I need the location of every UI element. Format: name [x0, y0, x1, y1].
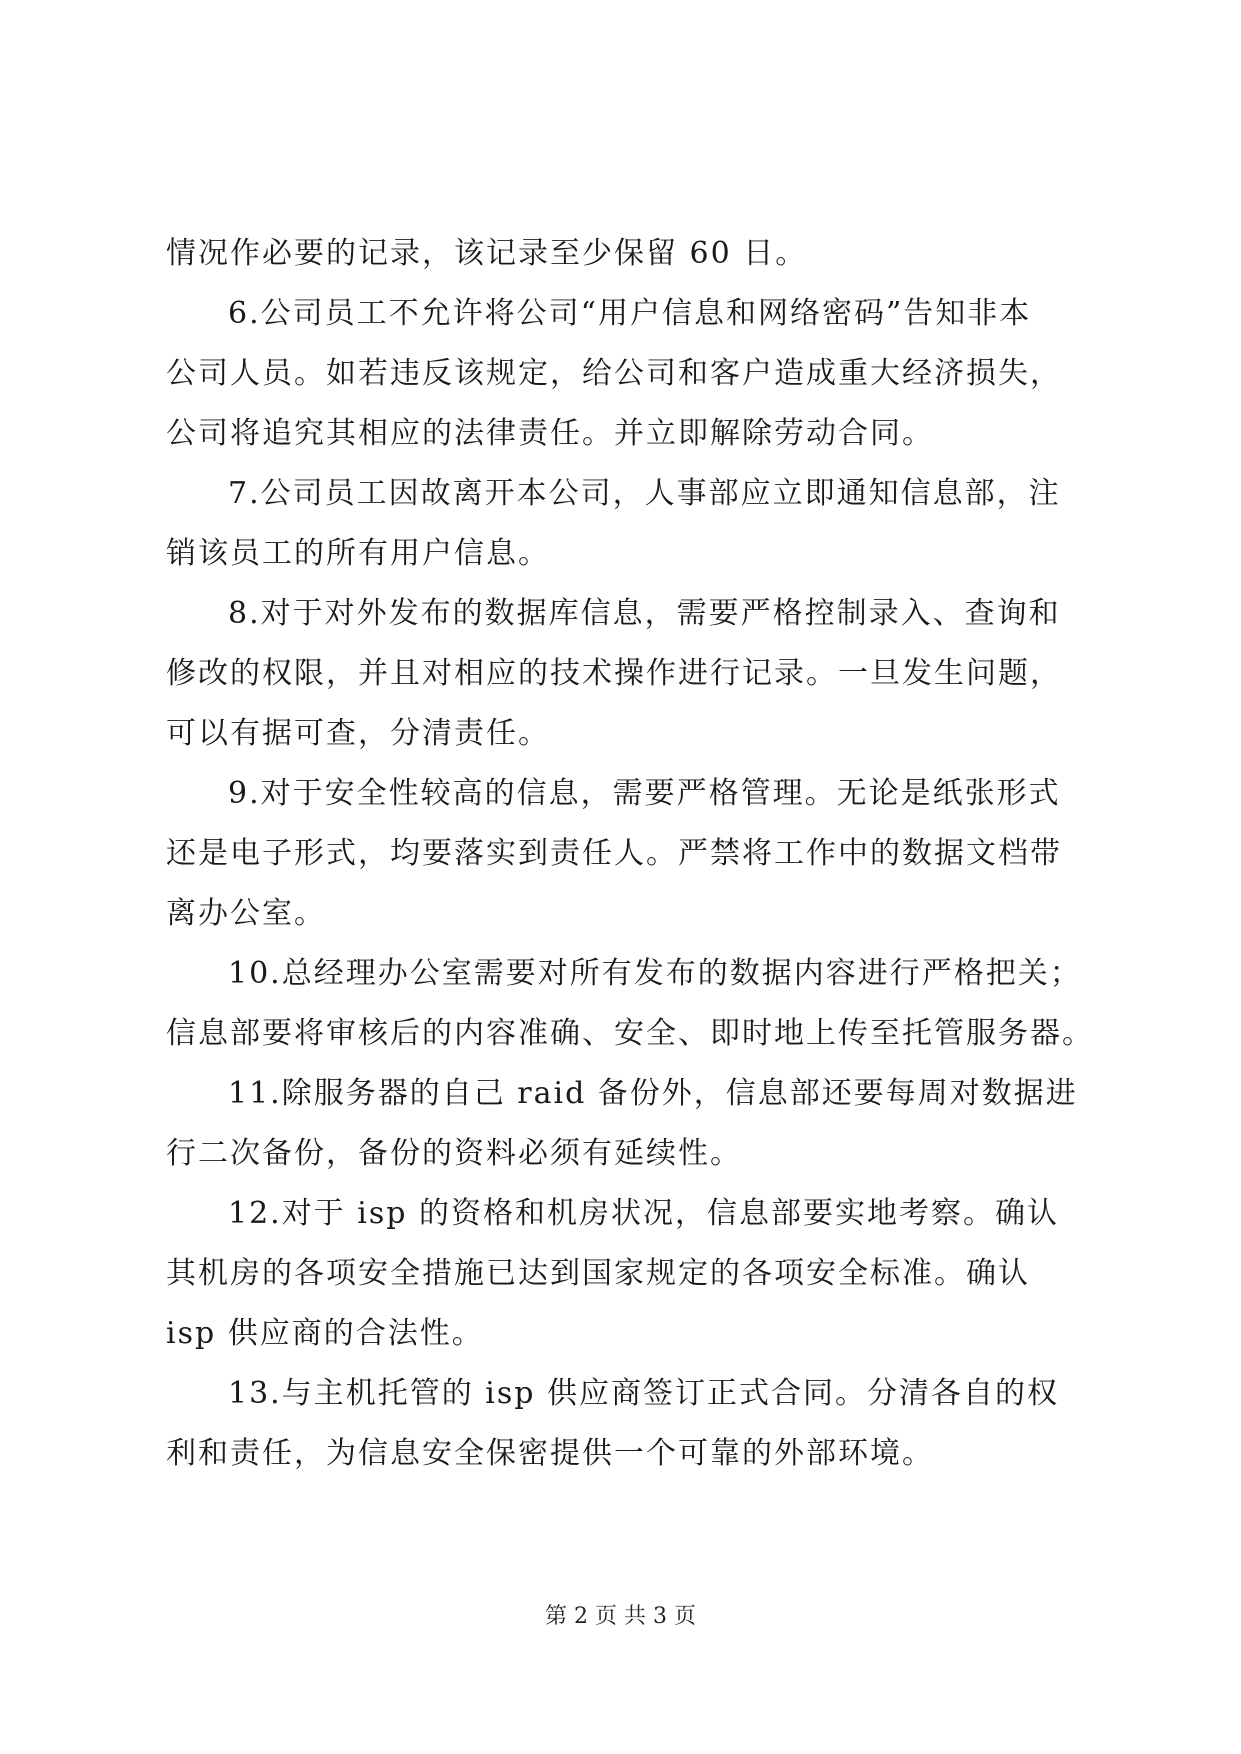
page-number-footer: 第 2 页 共 3 页: [545, 1604, 696, 1629]
text-line: isp 供应商的合法性。: [166, 1316, 484, 1351]
text-line: 行二次备份，备份的资料必须有延续性。: [166, 1136, 742, 1171]
text-line: 销该员工的所有用户信息。: [166, 536, 550, 571]
document-body: [166, 224, 1094, 1484]
text-line: 公司人员。如若违反该规定，给公司和客户造成重大经济损失，: [166, 356, 1062, 391]
text-line: 可以有据可查，分清责任。: [166, 716, 550, 751]
text-line: 12.对于 isp 的资格和机房状况，信息部要实地考察。确认: [228, 1196, 1059, 1231]
text-line: 信息部要将审核后的内容准确、安全、即时地上传至托管服务器。: [166, 1016, 1094, 1051]
text-line: 13.与主机托管的 isp 供应商签订正式合同。分清各自的权: [228, 1376, 1059, 1411]
text-line: 修改的权限，并且对相应的技术操作进行记录。一旦发生问题，: [166, 656, 1062, 691]
text-line: 其机房的各项安全措施已达到国家规定的各项安全标准。确认: [166, 1256, 1030, 1291]
text-line: 11.除服务器的自己 raid 备份外，信息部还要每周对数据进: [228, 1076, 1078, 1111]
text-line: 利和责任，为信息安全保密提供一个可靠的外部环境。: [166, 1436, 934, 1471]
text-line: 公司将追究其相应的法律责任。并立即解除劳动合同。: [166, 416, 934, 451]
text-line: 10.总经理办公室需要对所有发布的数据内容进行严格把关；: [228, 956, 1082, 991]
text-line: 9.对于安全性较高的信息，需要严格管理。无论是纸张形式: [228, 776, 1061, 811]
text-line: 离办公室。: [166, 896, 326, 931]
text-line: 8.对于对外发布的数据库信息，需要严格控制录入、查询和: [228, 596, 1061, 631]
text-line: 还是电子形式，均要落实到责任人。严禁将工作中的数据文档带: [166, 836, 1062, 871]
text-line: 情况作必要的记录，该记录至少保留 60 日。: [166, 236, 808, 271]
text-line: 6.公司员工不允许将公司“用户信息和网络密码”告知非本: [228, 296, 1032, 331]
text-line: 7.公司员工因故离开本公司，人事部应立即通知信息部，注: [228, 476, 1061, 511]
